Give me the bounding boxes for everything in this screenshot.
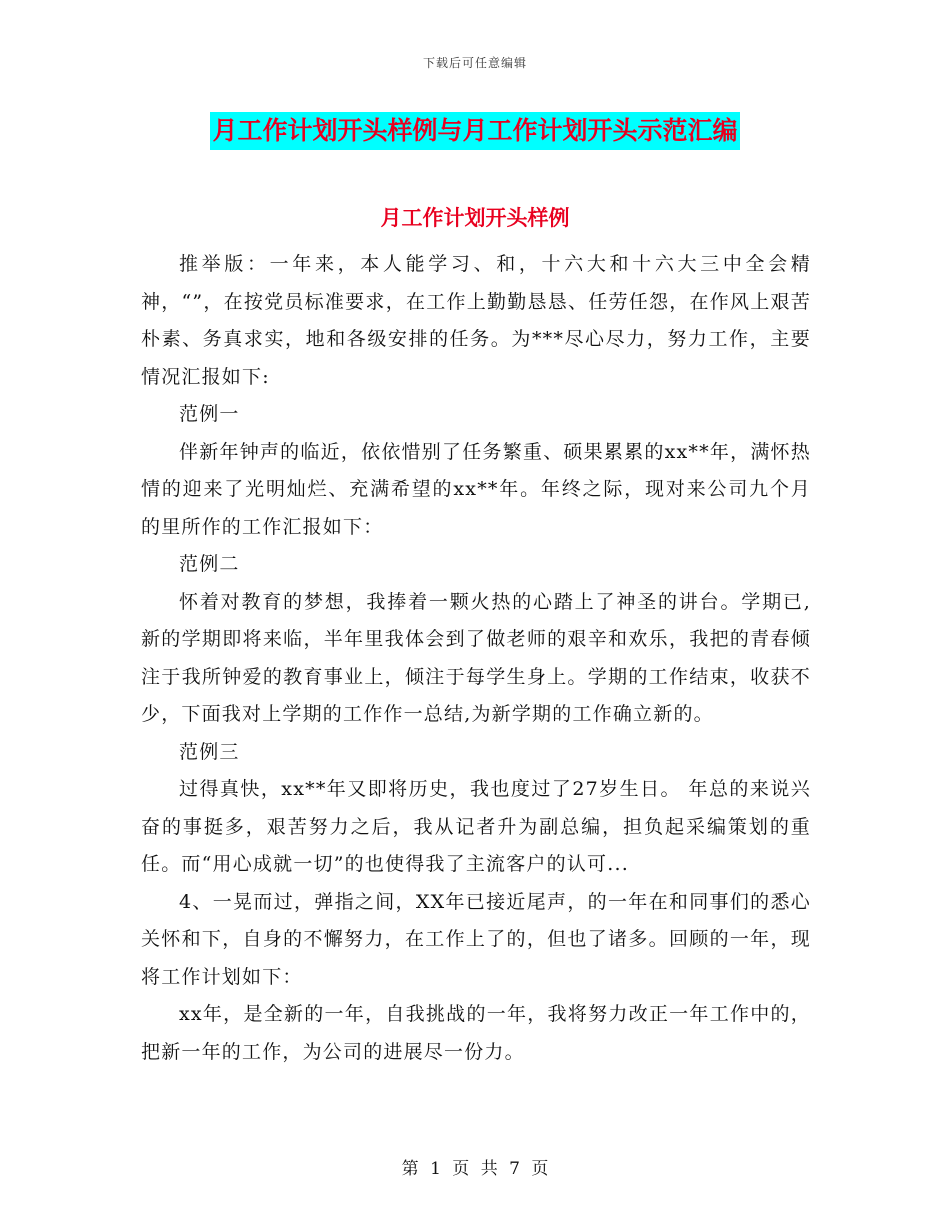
paragraph: 范例一 (179, 403, 240, 425)
paragraph: 范例二 (179, 553, 240, 575)
paragraph: 过得真快，xx**年又即将历史，我也度过了27岁生日。 年总的来说兴奋的事挺多，艰苦努力之后，我从记者升为副总编，担负起采编策划的重任。而“用心成就一切”的也使得我了主流客户的认可... (141, 778, 811, 875)
paragraph: xx年，是全新的一年，自我挑战的一年，我将努力改正一年工作中的，把新一年的工作，为公司的进展尽一份力。 (141, 1003, 811, 1063)
paragraph: 范例三 (179, 740, 240, 763)
paragraph: 推举版：一年来，本人能学习、和，十六大和十六大三中全会精神，“”，在按党员标准要求，在工作上勤勤恳恳、任劳任怨，在作风上艰苦朴素、务真求实，地和各级安排的任务。为***尽心尽力，努力工作，主要情况汇报如下: (141, 253, 811, 388)
paragraph: 4、一晃而过，弹指之间，XX年已接近尾声，的一年在和同事们的悉心关怀和下，自身的不懈努力，在工作上了的，但也了诸多。回顾的一年，现将工作计划如下： (141, 890, 811, 988)
page-header-note: 下载后可任意编辑 (422, 56, 527, 70)
document-body (141, 246, 811, 1071)
paragraph: 怀着对教育的梦想，我捧着一颗火热的心踏上了神圣的讲台。学期已,新的学期即将来临，半年里我体会到了做老师的艰辛和欢乐，我把的青春倾注于我所钟爱的教育事业上，倾注于每学生身上。学期的工作结束，收获不少，下面我对上学期的工作作一总结,为新学期的工作确立新的。 (141, 590, 811, 725)
paragraph: 伴新年钟声的临近，依依惜别了任务繁重、硕果累累的xx**年，满怀热情的迎来了光明灿烂、充满希望的xx**年。年终之际，现对来公司九个月的里所作的工作汇报如下： (141, 440, 811, 538)
section-title: 月工作计划开头样例 (380, 206, 570, 230)
document-title-text: 月工作计划开头样例与月工作计划开头示范汇编 (210, 112, 739, 150)
page-number: 第 1 页 共 7 页 (401, 1159, 549, 1179)
document-title (0, 112, 950, 150)
